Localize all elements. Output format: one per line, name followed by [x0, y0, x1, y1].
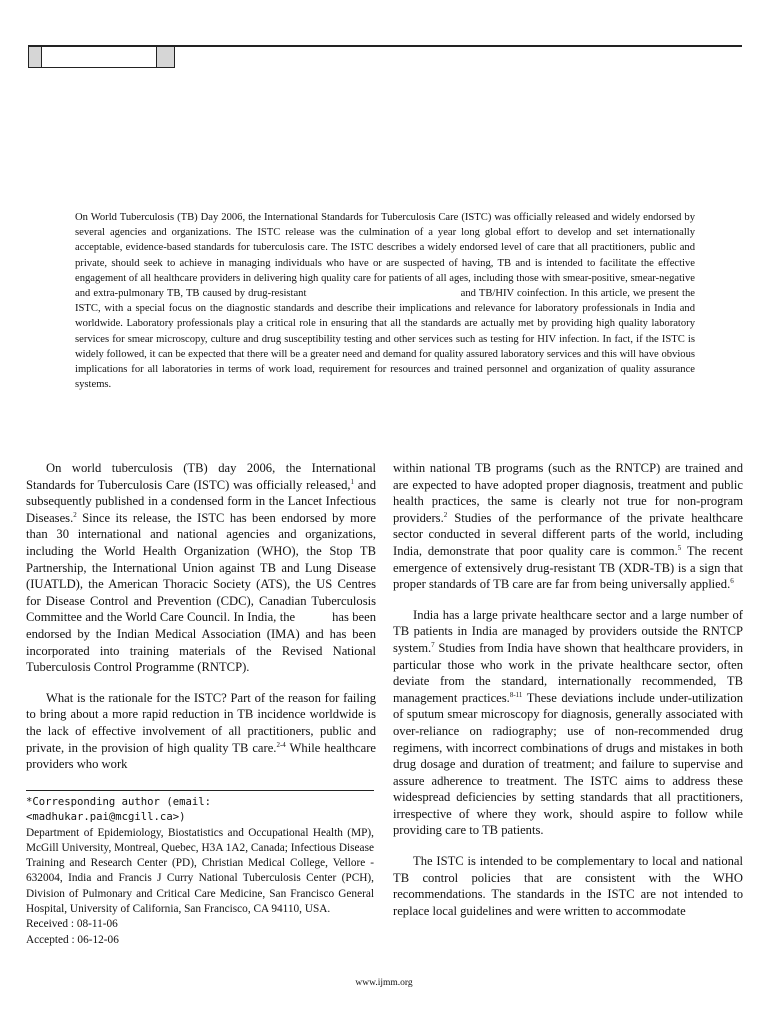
left-column — [26, 460, 380, 787]
text-run: within national TB programs (such as the RNTCP) are trained and are expected to have adopted proper diagnosis, treatment and public health practices, the same is clearly not true for non-program providers. — [393, 461, 743, 525]
text-run: India has a large private healthcare sector and a large number of TB patients in India are managed by providers outside the RNTCP system. — [393, 607, 743, 655]
accepted-date: Accepted : 06-12-06 — [26, 933, 119, 946]
citation: 2 — [443, 510, 448, 519]
corresponding-author: *Corresponding author (email: <madhukar.pai@mcgill.ca>) — [26, 796, 211, 824]
text-run: Since its release, the ISTC has been endorsed by more than 30 international and national agencies and organizations, including the World Health Organization (WHO), the Stop TB Partnership, the International Union against TB and Lung Disease (IUATLD), the American Thoracic Society (ATS), the US Centres for Disease Control and Prevention (CDC), Canadian Tuberculosis Committee and the World Care Council. In India, the has been endorsed by the Indian Medical Association (IMA) and has been incorporated into training materials of the Revised National Tuberculosis Control Programme (RNTCP). — [26, 510, 380, 675]
citation: 6 — [730, 576, 734, 585]
text-run: The ISTC is intended to be complementary to local and national TB control policies that are consistent with the WHO recommendations. The standards in the ISTC are not intended to replace local guidelines and were written to accommodate — [393, 854, 743, 918]
footnote — [26, 795, 374, 948]
text-run: and subsequently published in a condensed form in the Lancet Infectious Diseases. — [26, 477, 376, 525]
header-box-right — [157, 47, 175, 68]
citation: 5 — [677, 543, 682, 552]
citation: 2-4 — [276, 740, 286, 749]
citation: 2 — [73, 510, 77, 519]
left-paragraph-2 — [26, 690, 376, 773]
citation: 7 — [431, 640, 435, 649]
text-run: The recent emergence of extensively drug-resistant TB (XDR-TB) is a sign that proper standards of TB care are far from being universally applied. — [393, 543, 743, 592]
text-run: Studies of the performance of the private healthcare sector conducted in several different parts of the world, including India, demonstrate that poor quality care is common. — [393, 510, 743, 558]
footer-url[interactable]: www.ijmm.org — [355, 978, 413, 988]
header-box-middle — [42, 47, 157, 68]
text-run: On world tuberculosis (TB) day 2006, the International Standards for Tuberculosis Care (ISTC) was officially released, — [26, 461, 376, 492]
text-run: Studies from India have shown that healthcare providers, in particular those who work in the private healthcare sector, often deviate from the standard, internationally recommended, TB management practices. — [393, 640, 743, 705]
abstract: On World Tuberculosis (TB) Day 2006, the International Standards for Tuberculosis Care (ISTC) was officially released and widely endorsed by several agencies and organizations. The ISTC release was the culmination of a year long global effort to develop and set internationally acceptable, evidence-based standards for tuberculosis care. The ISTC describes a widely endorsed level of care that all practitioners, public and private, should seek to achieve in managing individuals who have or are suspected of having, TB and is intended to facilitate the effective engagement of all healthcare providers in delivering high quality care for patients of all ages, including those with smear-positive, smear-negative and extra-pulmonary TB, TB caused by drug-resistant and TB/HIV coinfection. In this article, we present the ISTC, with a special focus on the diagnostic standards and describe their implications and relevance for laboratory professionals in India and worldwide. Laboratory professionals play a critical role in ensuring that all the standards are actually met by providing high quality laboratory services for smear microscopy, culture and drug susceptibility testing and other services such as testing for HIV infection. In fact, if the ISTC is widely followed, it can be expected that there will be a greater need and demand for quality assured laboratory services and this will have obvious implications for all laboratories in terms of work load, requirement for resources and trained personnel and organization of quality assurance systems. — [75, 212, 698, 391]
header-box-left — [28, 47, 42, 68]
affiliation: Department of Epidemiology, Biostatistics and Occupational Health (MP), McGill University, Montreal, Quebec, H3A 1A2, Canada; Infectious Disease Training and Research Center (PD), Christian Medical College, Vellore - 632004, India and Francis J Curry National Tuberculosis Center (PCH), Division of Pulmonary and Critical Care Medicine, San Francisco General Hospital, University of California, San Francisco, CA 94110, USA. — [26, 826, 374, 916]
citation: 8-11 — [509, 690, 523, 699]
right-paragraph-1 — [393, 460, 743, 593]
left-paragraph-1 — [26, 460, 380, 676]
right-paragraph-3 — [393, 853, 743, 919]
text-run: These deviations include under-utilization of sputum smear microscopy for diagnosis, generally associated with over-reliance on radiography; use of non-recommended drug regimens, with incorrect combinations of drugs and mistakes in both drug dosage and duration of treatment; and failure to supervise and assure adherence to treatment. The ISTC aims to address these widespread deficiencies by setting standards that all practitioners, irrespective of where they work, should aspire to follow while providing care to TB patients. — [393, 690, 744, 838]
citation: 1 — [350, 477, 355, 486]
footnote-rule — [26, 790, 374, 791]
text-run: What is the rationale for the ISTC? Part of the reason for failing to bring about a more rapid reduction in TB incidence worldwide is the lack of effective involvement of all practitioners, public and private, in the provision of high quality TB care. — [26, 690, 376, 755]
received-date: Received : 08-11-06 — [26, 918, 118, 931]
right-paragraph-2 — [393, 607, 743, 839]
text-run: While healthcare providers who work — [26, 740, 376, 772]
right-column — [393, 460, 743, 933]
